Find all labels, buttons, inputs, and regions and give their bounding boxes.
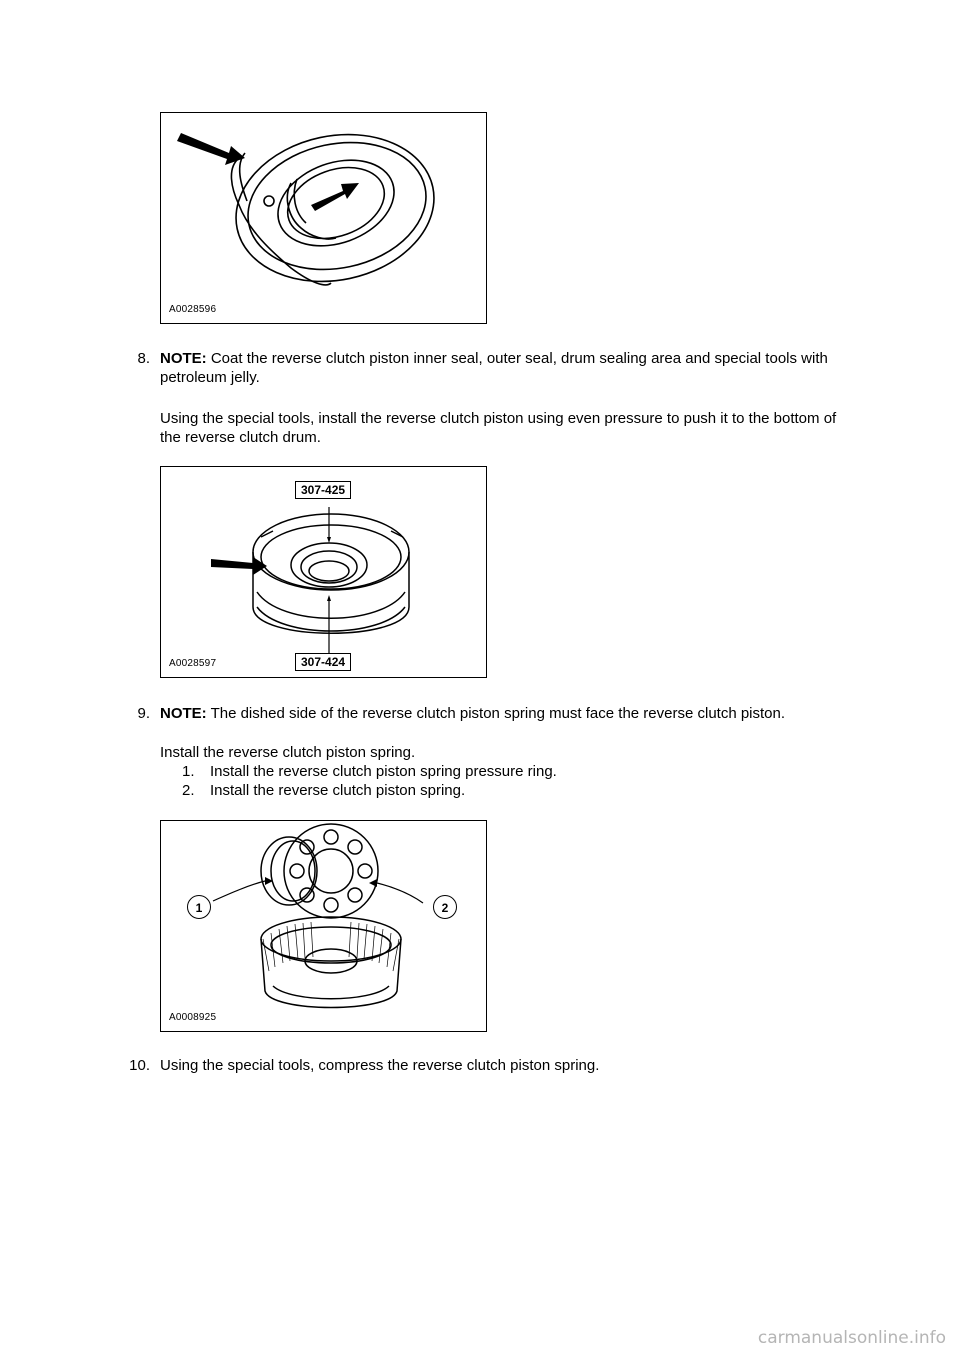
step-number: 9. (137, 705, 150, 722)
figure-id: A0028597 (169, 658, 217, 669)
note-text: The dished side of the reverse clutch piston spring must face the reverse clutch piston. (206, 705, 786, 722)
step-body: Using the special tools, compress the reverse clutch piston spring. (160, 1057, 600, 1074)
figure-piston-install (160, 466, 487, 678)
step-body: Install the reverse clutch piston spring. (160, 744, 416, 761)
part-callout: 2 (433, 895, 457, 919)
note-label: NOTE: (160, 705, 207, 722)
step-number: 10. (129, 1057, 150, 1074)
figure-id: A0028596 (169, 304, 217, 315)
step-note (160, 349, 860, 387)
figure-seal-ring (160, 112, 487, 324)
step-note (160, 704, 860, 723)
substep-text: Install the reverse clutch piston spring pressure ring. (210, 763, 557, 780)
step-body: Using the special tools, install the reverse clutch piston using even pressure to push it to the bottom of the reverse clutch drum. (160, 410, 837, 446)
figure-id: A0008925 (169, 1012, 217, 1023)
seal-ring-illustration (161, 113, 488, 325)
list-item (182, 762, 782, 781)
watermark: carmanualsonline.info (757, 1328, 946, 1348)
tool-callout: 307-424 (295, 653, 351, 671)
spring-install-illustration (161, 821, 488, 1033)
figure-spring-install (160, 820, 487, 1032)
part-callout: 1 (187, 895, 211, 919)
note-label: NOTE: (160, 350, 207, 367)
tool-callout: 307-425 (295, 481, 351, 499)
note-text: Coat the reverse clutch piston inner seal, outer seal, drum sealing area and special tools with petroleum jelly. (160, 350, 828, 386)
substep-number: 1. (182, 763, 195, 780)
step-number: 8. (137, 350, 150, 367)
substep-list (182, 762, 782, 800)
substep-number: 2. (182, 782, 195, 799)
list-item (182, 781, 782, 800)
substep-text: Install the reverse clutch piston spring. (210, 782, 466, 799)
